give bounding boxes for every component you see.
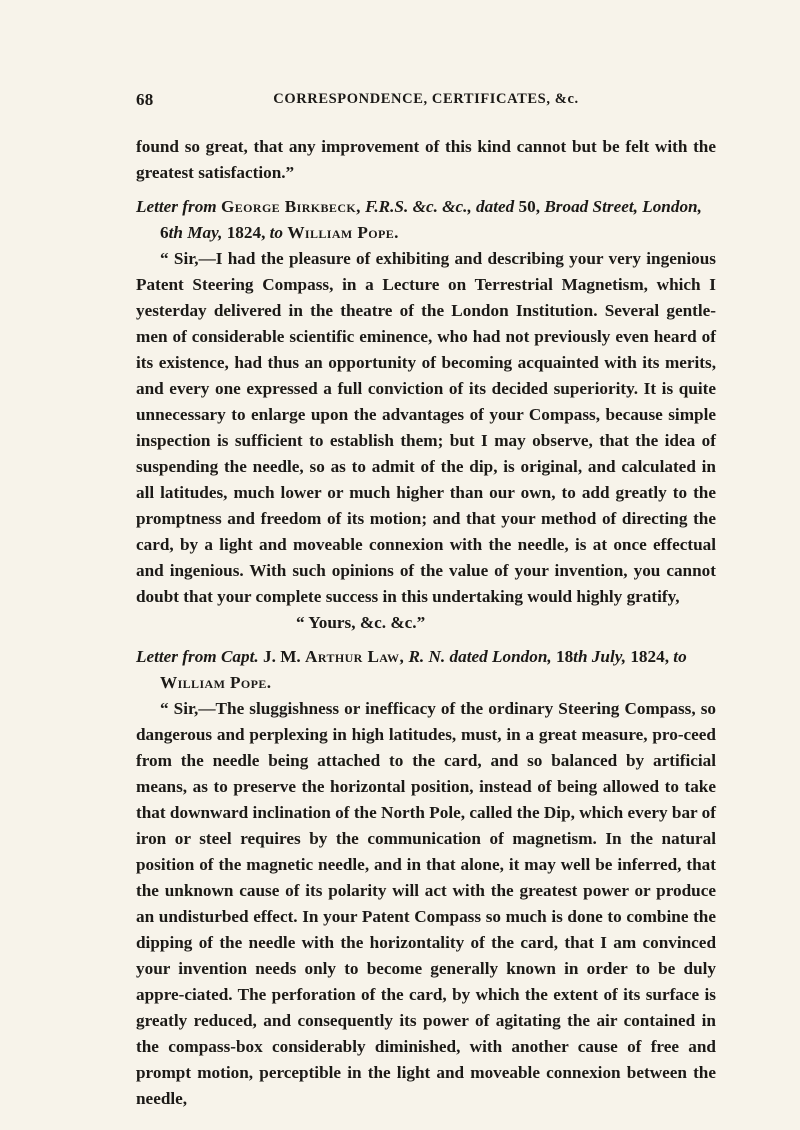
page-body [136,134,716,1112]
sender-initials: J. M. [258,647,306,666]
sender-details: R. N. dated London, [404,647,556,666]
date-year: 1824, [630,647,669,666]
heading-to: to [669,647,687,666]
date-year: 1824, [226,223,266,242]
letter-heading-law [136,644,716,696]
heading-to: to [265,223,288,242]
page-number: 68 [136,90,154,109]
recipient-name: William Pope. [287,223,399,242]
sender-name: George Birkbeck, [220,197,361,216]
sender-rank: Capt. [220,647,259,666]
street-number: 50, [518,197,541,216]
sender-details: F.R.S. &c. &c., dated [360,197,519,216]
date-day: 6 [160,223,169,242]
letter-body-law: “ Sir,—The sluggishness or inefficacy of the ordinary Steering Compass, so dangerous and perplexing in high latitudes, must, in a great measure, pro-ceed from the needle being attached to the card, and so balanced by artificial means, as to preserve the horizontal position, instead of being allowed to take that downward inclination of the North Pole, called the Dip, which every bar of iron or steel requires by the communication of magnetism. In the natural position of the magnetic needle, and in that alone, it may well be inferred, that the unknown cause of its polarity will act with the greatest power or produce an undisturbed effect. In your Patent Compass so much is done to combine the dipping of the needle with the horizontality of the card, that I am convinced your invention needs only to become generally known in order to be duly appre-ciated. The perforation of the card, by which the extent of its surface is greatly reduced, and consequently its power of agitating the air contained in the compass-box considerably diminished, with another cause of free and prompt motion, perceptible in the light and moveable connexion between the needle, [136,699,716,1108]
continuation-paragraph: found so great, that any improvement of this kind cannot but be felt with the greatest satisfaction.” [136,137,716,182]
heading-lead: Letter from [136,647,221,666]
letter-body-birkbeck: “ Sir,—I had the pleasure of exhibiting and describing your very ingenious Patent Steering Compass, in a Lecture on Terrestrial Magnetism, which I yesterday delivered in the theatre of the London Institution. Several gentle-men of considerable scientific eminence, who had not previously even heard of its existence, had thus an opportunity of becoming acquainted with its merits, and every one expressed a full conviction of its decided superiority. It is quite unnecessary to enlarge upon the advantages of your Compass, because simple inspection is sufficient to establish them; but I may observe, that the idea of suspending the needle, so as to admit of the dip, is original, and calculated in all latitudes, much lower or much higher than our own, to add greatly to the promptness and freedom of its motion; and that your method of directing the card, by a light and moveable connexion with the needle, is at once effectual and ingenious. With such opinions of the value of your invention, you cannot doubt that your complete success in this undertaking would highly gratify, [136,249,716,606]
page-header [136,90,716,114]
letter-closing: “ Yours, &c. &c.” [296,613,426,632]
letter-heading-birkbeck [136,194,716,246]
recipient-name: William Pope. [160,673,272,692]
running-head: CORRESPONDENCE, CERTIFICATES, &c. [273,91,579,107]
date-day: 18 [555,647,574,666]
heading-lead: Letter from [136,197,221,216]
place: Broad Street, London, [540,197,702,216]
date-month: th May, [168,223,227,242]
sender-name: Arthur Law, [305,647,405,666]
date-month: th July, [573,647,631,666]
